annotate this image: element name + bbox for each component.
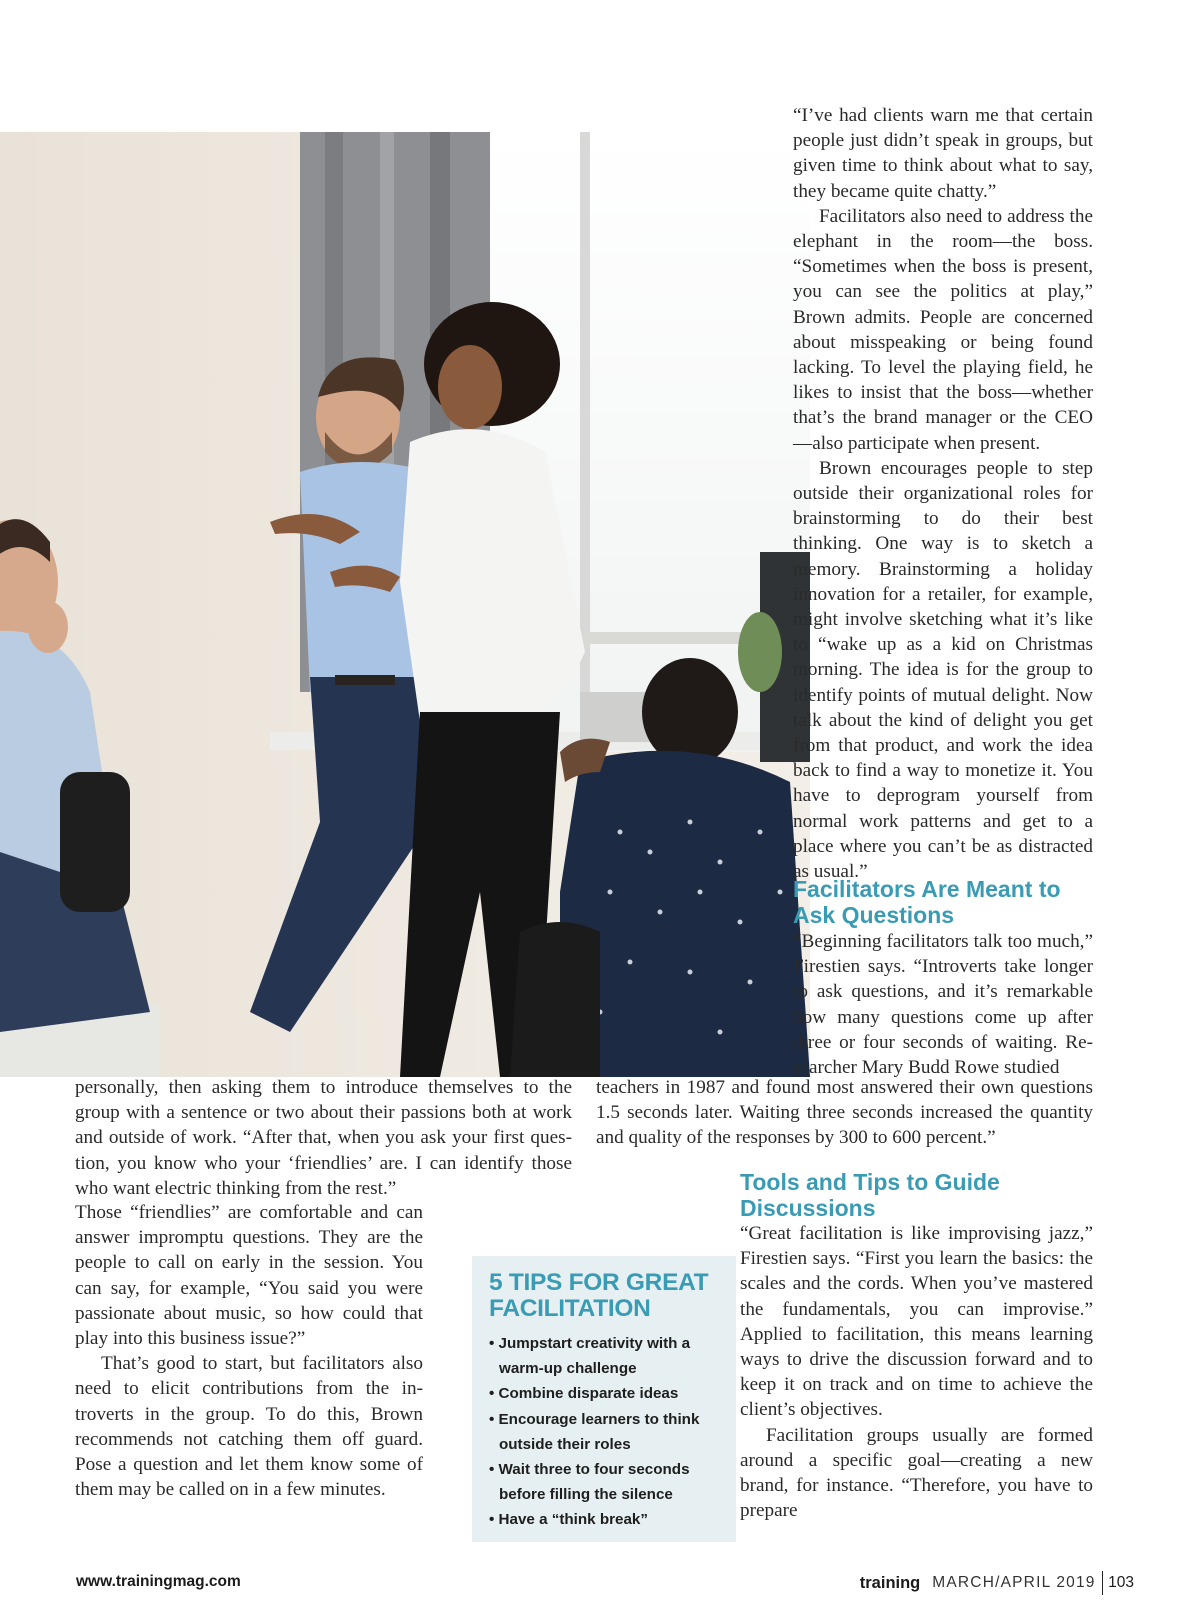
tips-list <box>489 1331 736 1533</box>
left-column-top <box>75 1075 572 1201</box>
mid-right-column <box>596 1075 1093 1151</box>
page-number: 103 <box>1108 1574 1134 1591</box>
folio-divider <box>1102 1571 1104 1595</box>
paragraph: “Great facilitation is like improvising jazz,” Firestien says. “First you learn the basics: the scales and the cords. When you’ve mastered the fundamentals, you can improvise.” Applied to facilitation, this means learning ways to drive the discussion forward and to keep it on track and on time to achieve the client’s objectives. <box>740 1223 1093 1421</box>
paragraph: Facilitators also need to address the elephant in the room—the boss. “Sometimes when the boss is present, you can see the politics at play,” Brown admits. People are concerned about misspeaking or being found lacking. To level the playing field, he likes to insist that the boss—whether that’s the brand manager or the CEO—also participate when present. <box>793 205 1093 454</box>
tip-item: • Wait three to four seconds before filling the silence <box>489 1461 690 1504</box>
bottom-right-column <box>740 1221 1093 1523</box>
paragraph: personally, then asking them to introduce themselves to the group with a sentence or two about their passions both at work and outside of work. “After that, when you ask your first question, you know who your ‘friendlies’ are. I can identify those who want electric thinking from the rest.” <box>75 1077 572 1199</box>
tip-item: • Jumpstart creativity with a warm-up challenge <box>489 1335 691 1378</box>
footer-folio <box>860 1571 1134 1595</box>
article-photo <box>0 132 810 1077</box>
paragraph: Those “friendlies” are comfortable and can answer impromptu questions. They are the people to call on early in the session. You can say, for example, “You said you were passionate about music, so how could that play into this business issue?” <box>75 1202 423 1350</box>
subhead-tools-tips: Tools and Tips to Guide Discussions <box>740 1169 1000 1221</box>
tip-item: • Combine disparate ideas <box>489 1385 679 1403</box>
subhead-questions-block <box>793 877 1093 928</box>
sidebar-title: 5 TIPS FOR GREAT FACILITATION <box>489 1269 709 1322</box>
paragraph: That’s good to start, but facilitators also need to elicit contributions from the introverts in the group. To do this, Brown recommends not catching them off guard. Pose a question and let them know some of them may be called on in a few minutes. <box>75 1353 423 1501</box>
subhead-tools-block <box>740 1170 1093 1221</box>
subhead-facilitators-questions: Facilitators Are Meant to Ask Questions <box>793 876 1061 928</box>
paragraph: “Beginning facilitators talk too much,” Firestien says. “Introverts take longer to ask questions, and it’s remarkable how many questions come up after three or four seconds of waiting. Researcher Mary Budd Rowe studied <box>793 931 1093 1079</box>
right-column-questions <box>793 929 1093 1080</box>
paragraph: Facilitation groups usually are formed around a specific goal—creating a new brand, for instance. “Therefore, you have to prepare <box>740 1424 1093 1522</box>
paragraph: “I’ve had clients warn me that certain people just didn’t speak in groups, but given time to think about what to say, they became quite chatty.” <box>793 105 1093 202</box>
issue-date: MARCH/APRIL 2019 <box>932 1574 1096 1591</box>
magazine-brand: training <box>859 1573 921 1592</box>
tip-item: • Have a “think break” <box>489 1511 648 1529</box>
tips-sidebar <box>472 1256 736 1542</box>
left-column-bottom <box>75 1200 423 1502</box>
tip-item: • Encourage learners to think outside their roles <box>489 1410 700 1453</box>
right-column-top <box>793 103 1093 884</box>
paragraph: Brown encourages people to step outside their organizational roles for brainstorming to do their best thinking. One way is to sketch a memory. Brainstorming a holiday innovation for a retailer, for example, might involve sketching what it’s like to “wake up as a kid on Christmas morning. The idea is for the group to identify points of mutual delight. Now talk about the kind of delight you get from that product, and work the idea back to find a way to monetize it. You have to deprogram yourself from normal work patterns and get to a place where you can’t be as distracted as usual.” <box>793 457 1093 883</box>
footer-url[interactable]: www.trainingmag.com <box>76 1573 241 1590</box>
paragraph: teachers in 1987 and found most answered their own questions 1.5 seconds later. Waiting three seconds increased the quantity and quality of the responses by 300 to 600 percent.” <box>596 1077 1093 1149</box>
